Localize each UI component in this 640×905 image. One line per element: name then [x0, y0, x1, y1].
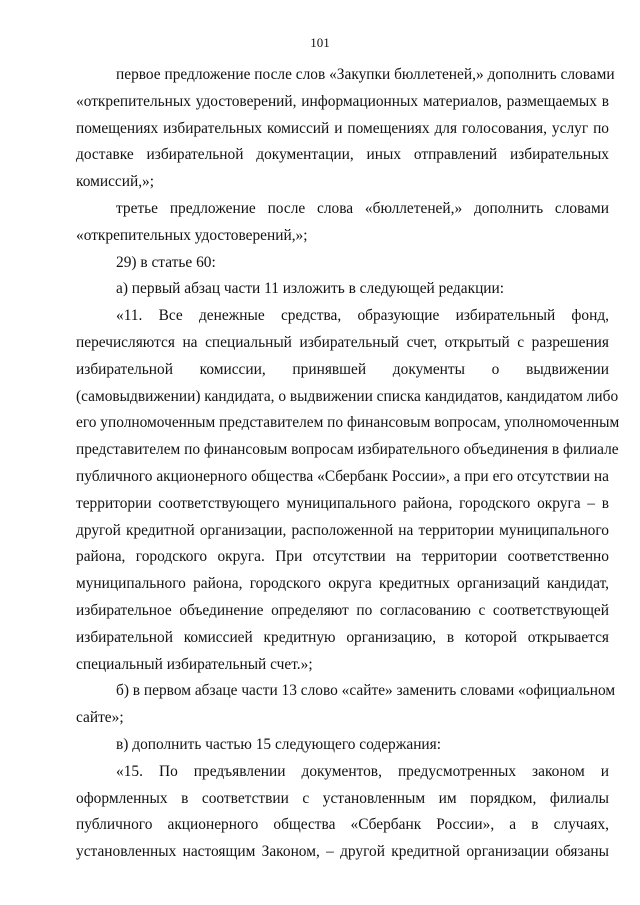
paragraph [76, 678, 616, 732]
text-line: «11. Все денежные средства, образующие избирательный фонд, [116, 307, 609, 325]
text-line: оформленных в соответствии с установленным им порядком, филиалы [76, 789, 609, 807]
text-line: его уполномоченным представителем по финансовым вопросам, уполномоченным [76, 414, 620, 432]
text-line: муниципального района, городского округа кредитных организаций кандидат, [76, 575, 609, 593]
text-line: в) дополнить частью 15 следующего содержания: [116, 735, 442, 753]
text-line: доставке избирательной документации, иных отправлений избирательных [76, 146, 609, 164]
page-number: 101 [310, 35, 330, 50]
text-line: другой кредитной организации, расположенной на территории муниципального [76, 521, 609, 539]
text-line: избирательной комиссии, принявшей документы о выдвижении [76, 360, 609, 378]
paragraph [76, 732, 609, 759]
text-line: территории соответствующего муниципального района, городского округа – в [76, 494, 609, 512]
text-line: помещениях избирательных комиссий и помещениях для голосования, услуг по [76, 119, 609, 137]
paragraph [76, 196, 609, 250]
text-line: специальный избирательный счет.»; [76, 655, 313, 673]
document-body [76, 62, 620, 866]
text-line: «15. По предъявлении документов, предусмотренных законом и [116, 762, 609, 780]
text-line: избирательное объединение определяют по согласованию с соответствующей [76, 601, 609, 619]
text-line: представителем по финансовым вопросам избирательного объединения в филиале [76, 441, 619, 459]
paragraph [76, 62, 615, 196]
text-line: (самовыдвижении) кандидата, о выдвижении списка кандидатов, кандидатом либо [76, 387, 619, 405]
text-line: сайте»; [76, 709, 124, 727]
text-line: комиссий,»; [76, 173, 155, 191]
paragraph [76, 250, 609, 277]
text-line: третье предложение после слова «бюллетеней,» дополнить словами [116, 199, 609, 217]
text-line: «открепительных удостоверений,»; [76, 226, 308, 244]
text-line: «открепительных удостоверений, информационных материалов, размещаемых в [76, 92, 609, 110]
text-line: а) первый абзац части 11 изложить в следующей редакции: [116, 280, 505, 298]
text-line: публичного акционерного общества «Сбербанк России», а при его отсутствии на [76, 467, 609, 485]
paragraph [76, 276, 609, 303]
text-line: 29) в статье 60: [116, 253, 216, 271]
text-line: района, городского округа. При отсутствии на территории соответственно [76, 548, 609, 566]
paragraph [76, 759, 609, 866]
text-line: б) в первом абзаце части 13 слово «сайте» заменить словами «официальном [116, 682, 616, 700]
text-line: перечисляются на специальный избирательный счет, открытый с разрешения [76, 333, 609, 351]
text-line: установленных настоящим Законом, – другой кредитной организации обязаны [76, 843, 609, 861]
paragraph [76, 303, 620, 678]
text-line: избирательной комиссией кредитную организацию, в которой открывается [76, 628, 609, 646]
text-line: первое предложение после слов «Закупки бюллетеней,» дополнить словами [116, 66, 615, 83]
text-line: публичного акционерного общества «Сбербанк России», а в случаях, [76, 816, 609, 834]
